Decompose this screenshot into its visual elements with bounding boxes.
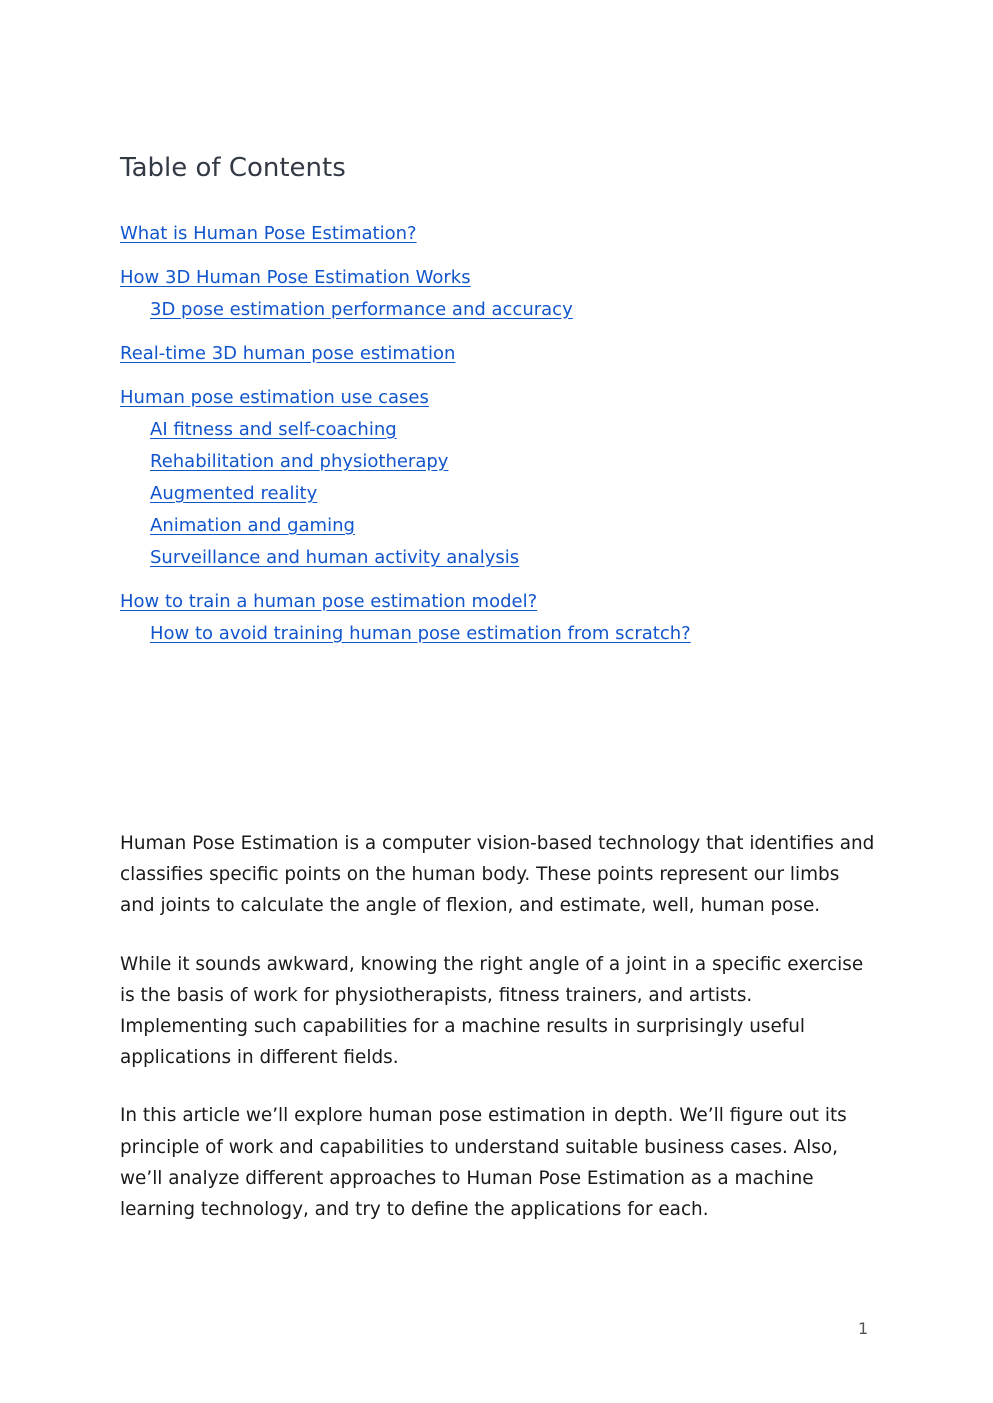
toc-link-avoid-training-scratch[interactable]: How to avoid training human pose estimation from scratch? — [150, 623, 691, 644]
paragraph: Human Pose Estimation is a computer vision-based technology that identifies and classifies specific points on the human body. These points represent our limbs and joints to calculate the angle of flexion, and estimate, well, human pose. — [120, 833, 875, 917]
toc-link-use-cases[interactable]: Human pose estimation use cases — [120, 387, 429, 408]
toc-item — [120, 218, 880, 250]
toc-item — [120, 338, 880, 370]
toc-subitem — [120, 618, 880, 650]
paragraph: While it sounds awkward, knowing the right angle of a joint in a specific exercise is the basis of work for physiotherapists, fitness trainers, and artists. Implementing such capabilities for a machine results in surprisingly useful applications in different fields. — [120, 953, 864, 1069]
toc-link-how-to-train[interactable]: How to train a human pose estimation model? — [120, 591, 538, 612]
intro-body — [120, 828, 875, 1252]
toc-item — [120, 586, 880, 618]
toc-subitem — [120, 294, 880, 326]
toc-item — [120, 262, 880, 294]
toc-link-what-is-hpe[interactable]: What is Human Pose Estimation? — [120, 223, 417, 244]
toc-link-realtime-3d-hpe[interactable]: Real-time 3D human pose estimation — [120, 343, 456, 364]
toc-link-animation-gaming[interactable]: Animation and gaming — [150, 515, 355, 536]
toc-subitem — [120, 414, 880, 446]
toc-subitem — [120, 510, 880, 542]
toc-item — [120, 382, 880, 414]
toc-subitem — [120, 478, 880, 510]
toc-subitem — [120, 446, 880, 478]
toc-link-how-3d-hpe-works[interactable]: How 3D Human Pose Estimation Works — [120, 267, 471, 288]
toc-link-augmented-reality[interactable]: Augmented reality — [150, 483, 318, 504]
toc-link-surveillance[interactable]: Surveillance and human activity analysis — [150, 547, 520, 568]
toc-subitem — [120, 542, 880, 574]
paragraph: In this article we’ll explore human pose estimation in depth. We’ll figure out its principle of work and capabilities to understand suitable business cases. Also, we’ll analyze different approaches to Human Pose Estimation as a machine learning technology, and try to define the applications for each. — [120, 1105, 847, 1221]
toc-link-ai-fitness[interactable]: AI fitness and self-coaching — [150, 419, 397, 440]
toc-title: Table of Contents — [120, 153, 346, 183]
toc-link-3d-performance-accuracy[interactable]: 3D pose estimation performance and accuracy — [150, 299, 573, 320]
toc-link-rehabilitation[interactable]: Rehabilitation and physiotherapy — [150, 451, 449, 472]
table-of-contents — [120, 218, 880, 650]
page-number: 1 — [858, 1319, 869, 1338]
